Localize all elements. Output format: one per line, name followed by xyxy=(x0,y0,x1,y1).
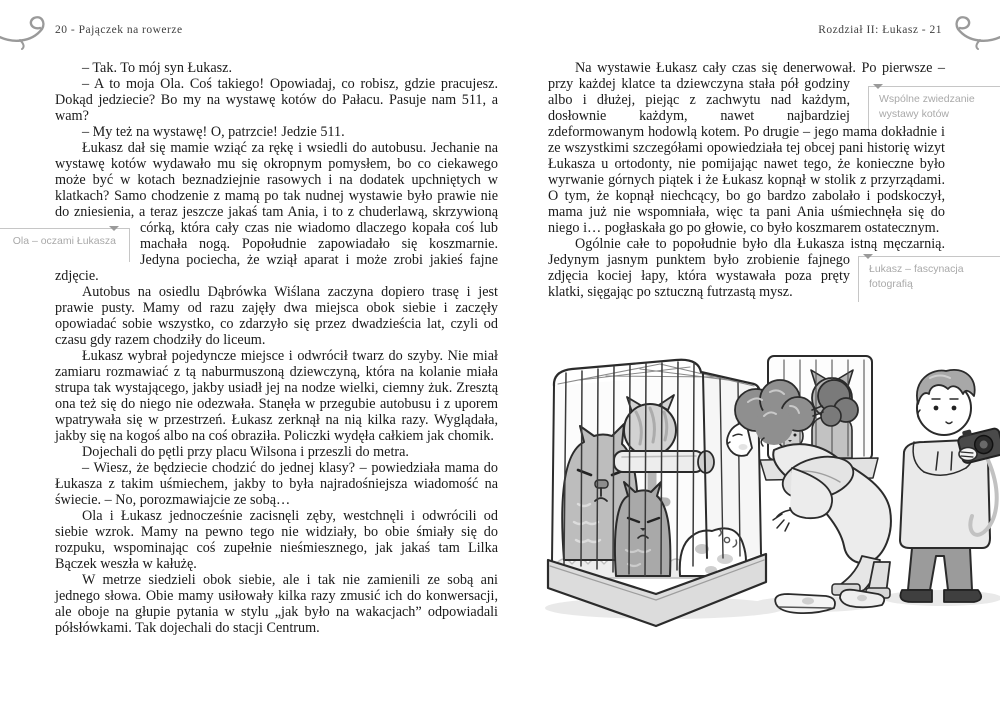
flourish-ornament-icon xyxy=(0,10,52,55)
paragraph: W metrze siedzieli obok siebie, ale i tak nie zamienili ze sobą ani jednego słowa. Obie mamy usiłowały kilka razy zmusić ich do konwersacji, ale oboje na głupie pytania w stylu „jak było na wakacjach” odpowiadali półsłówkami. Tak dojechali do stacji Centrum. xyxy=(55,572,498,636)
paragraph: Ola i Łukasz jednocześnie zacisnęli zęby, westchnęli i odwrócili od siebie wzrok. Mamy na pewno tego nie widziały, bo obie śmiały się do rozpuku, wspominając coś zupełnie nieśmiesznego, jak jakaś tam Lilka Bączek weszła w kałużę. xyxy=(55,508,498,572)
paragraph: Autobus na osiedlu Dąbrówka Wiślana zaczyna dopiero trasę i jest prawie pusty. Mamy od razu zajęły dwa miejsca obok siebie i zaczęły opowiadać sobie wszystko, co zdarzyło się przez dwadzieścia lat, czyli od czasu gdy razem chodziły do liceum. xyxy=(55,284,498,348)
body-text-right xyxy=(548,60,945,300)
paragraph: Łukasz dał się mamie wziąć za rękę i wsiedli do autobusu. Jechanie na wystawę kotów wydawało mu się okropnym pomysłem, bo co ciekawego może być w kotach beznadziejnie rasowych i na dodatek upchniętych w klatkach? Samo chodzenie z mamą po tak nudnej wystawie było prawie nie do zniesienia, a teraz jeszcze jakaś tam Ania, i to z chuderlawą, skrzywioną córką, która cały czas nie wiadomo dlaczego kopała coś lub machała nogą. Popołudnie zapowiadało się koszmarnie. Jedyna pociecha, że wziął aparat i może zrobi jakieś fajne zdjęcie. xyxy=(55,140,498,284)
running-head-right: Rozdział II: Łukasz - 21 xyxy=(818,24,942,36)
paragraph: Ogólnie całe to popołudnie było dla Łukasza istną męczarnią. Jedynym jasnym punktem było zrobienie fajnego zdjęcia kociej łapy, która wystawała poza pręty klatki, sięgając po sztuczną futrzastą mysz. xyxy=(548,236,945,300)
paragraph: – Wiesz, że będziecie chodzić do jednej klasy? – powiedziała mama do Łukasza z takim uśmiechem, jakby to była najradośniejsza wiadomość na świecie. – No, porozmawiajcie ze sobą… xyxy=(55,460,498,508)
margin-note-label: Ola – oczami Łukasza xyxy=(12,235,116,247)
margin-note-label: Wspólne zwiedzanie wystawy kotów xyxy=(879,93,975,120)
boy-figure xyxy=(900,370,1000,602)
illustration-cat-show xyxy=(540,350,1000,630)
paragraph: Na wystawie Łukasz cały czas się denerwował. Po pierwsze – przy każdej klatce ta dziewczyna stała pół godziny albo i dłużej, piejąc z zachwytu nad każdym, dosłownie każdym, nawet najbardziej zdeformowanym hodowlą kotem. Po drugie – jego mama dokładnie i ze wszystkimi szczegółami opowiedziała tej obcej pani historię wizyt Łukasza u ortodonty, nie pomijając nawet tego, że konieczne było wyrwanie górnych piątek i że Łukasz kopnął w stolik z przyrządami. O tym, że kopnął niechcący, bo go bardzo zabolało i podskoczył, mama już nie wspomniała, więc ta pani Ania uśmiechnęła się do niego i… pogłaskała go po głowie, co było koszmarem ostatecznym. xyxy=(548,60,945,236)
paragraph: Łukasz wybrał pojedyncze miejsce i odwrócił twarz do szyby. Nie miał zamiaru rozmawiać z tą naburmuszoną dziewczyną, która na kolanie miała strupa tak wystającego, jakby usiadł jej na nodze wielki, ciemny żuk. Zresztą ona też się do niego nie odezwała. Stanęła w przegubie autobusu i z uporem wpatrywała się w przestrzeń. Łukasz zerknął na nią kilka razy. Wyglądała, jakby się na kogoś albo na coś obraziła. Policzki wydęła całkiem jak chomik. xyxy=(55,348,498,444)
margin-note-label: Łukasz – fascynacja fotografią xyxy=(869,263,964,290)
body-text-left xyxy=(55,60,498,636)
flourish-ornament-icon xyxy=(948,10,1000,55)
front-cage xyxy=(548,360,766,626)
paragraph: – A to moja Ola. Coś takiego! Opowiadaj, co robisz, gdzie pracujesz. Dokąd jedziecie? Bo my na wystawę kotów do Pałacu. Pasuje nam 511, a wam? xyxy=(55,76,498,124)
page-right xyxy=(500,0,1000,707)
paragraph: – Tak. To mój syn Łukasz. xyxy=(82,60,232,76)
running-head-left: 20 - Pajączek na rowerze xyxy=(55,24,183,36)
paragraph: – My też na wystawę! O, patrzcie! Jedzie 511. xyxy=(82,124,345,140)
boy-shadow xyxy=(882,590,1000,606)
paragraph: Dojechali do pętli przy placu Wilsona i przeszli do metra. xyxy=(82,444,409,460)
